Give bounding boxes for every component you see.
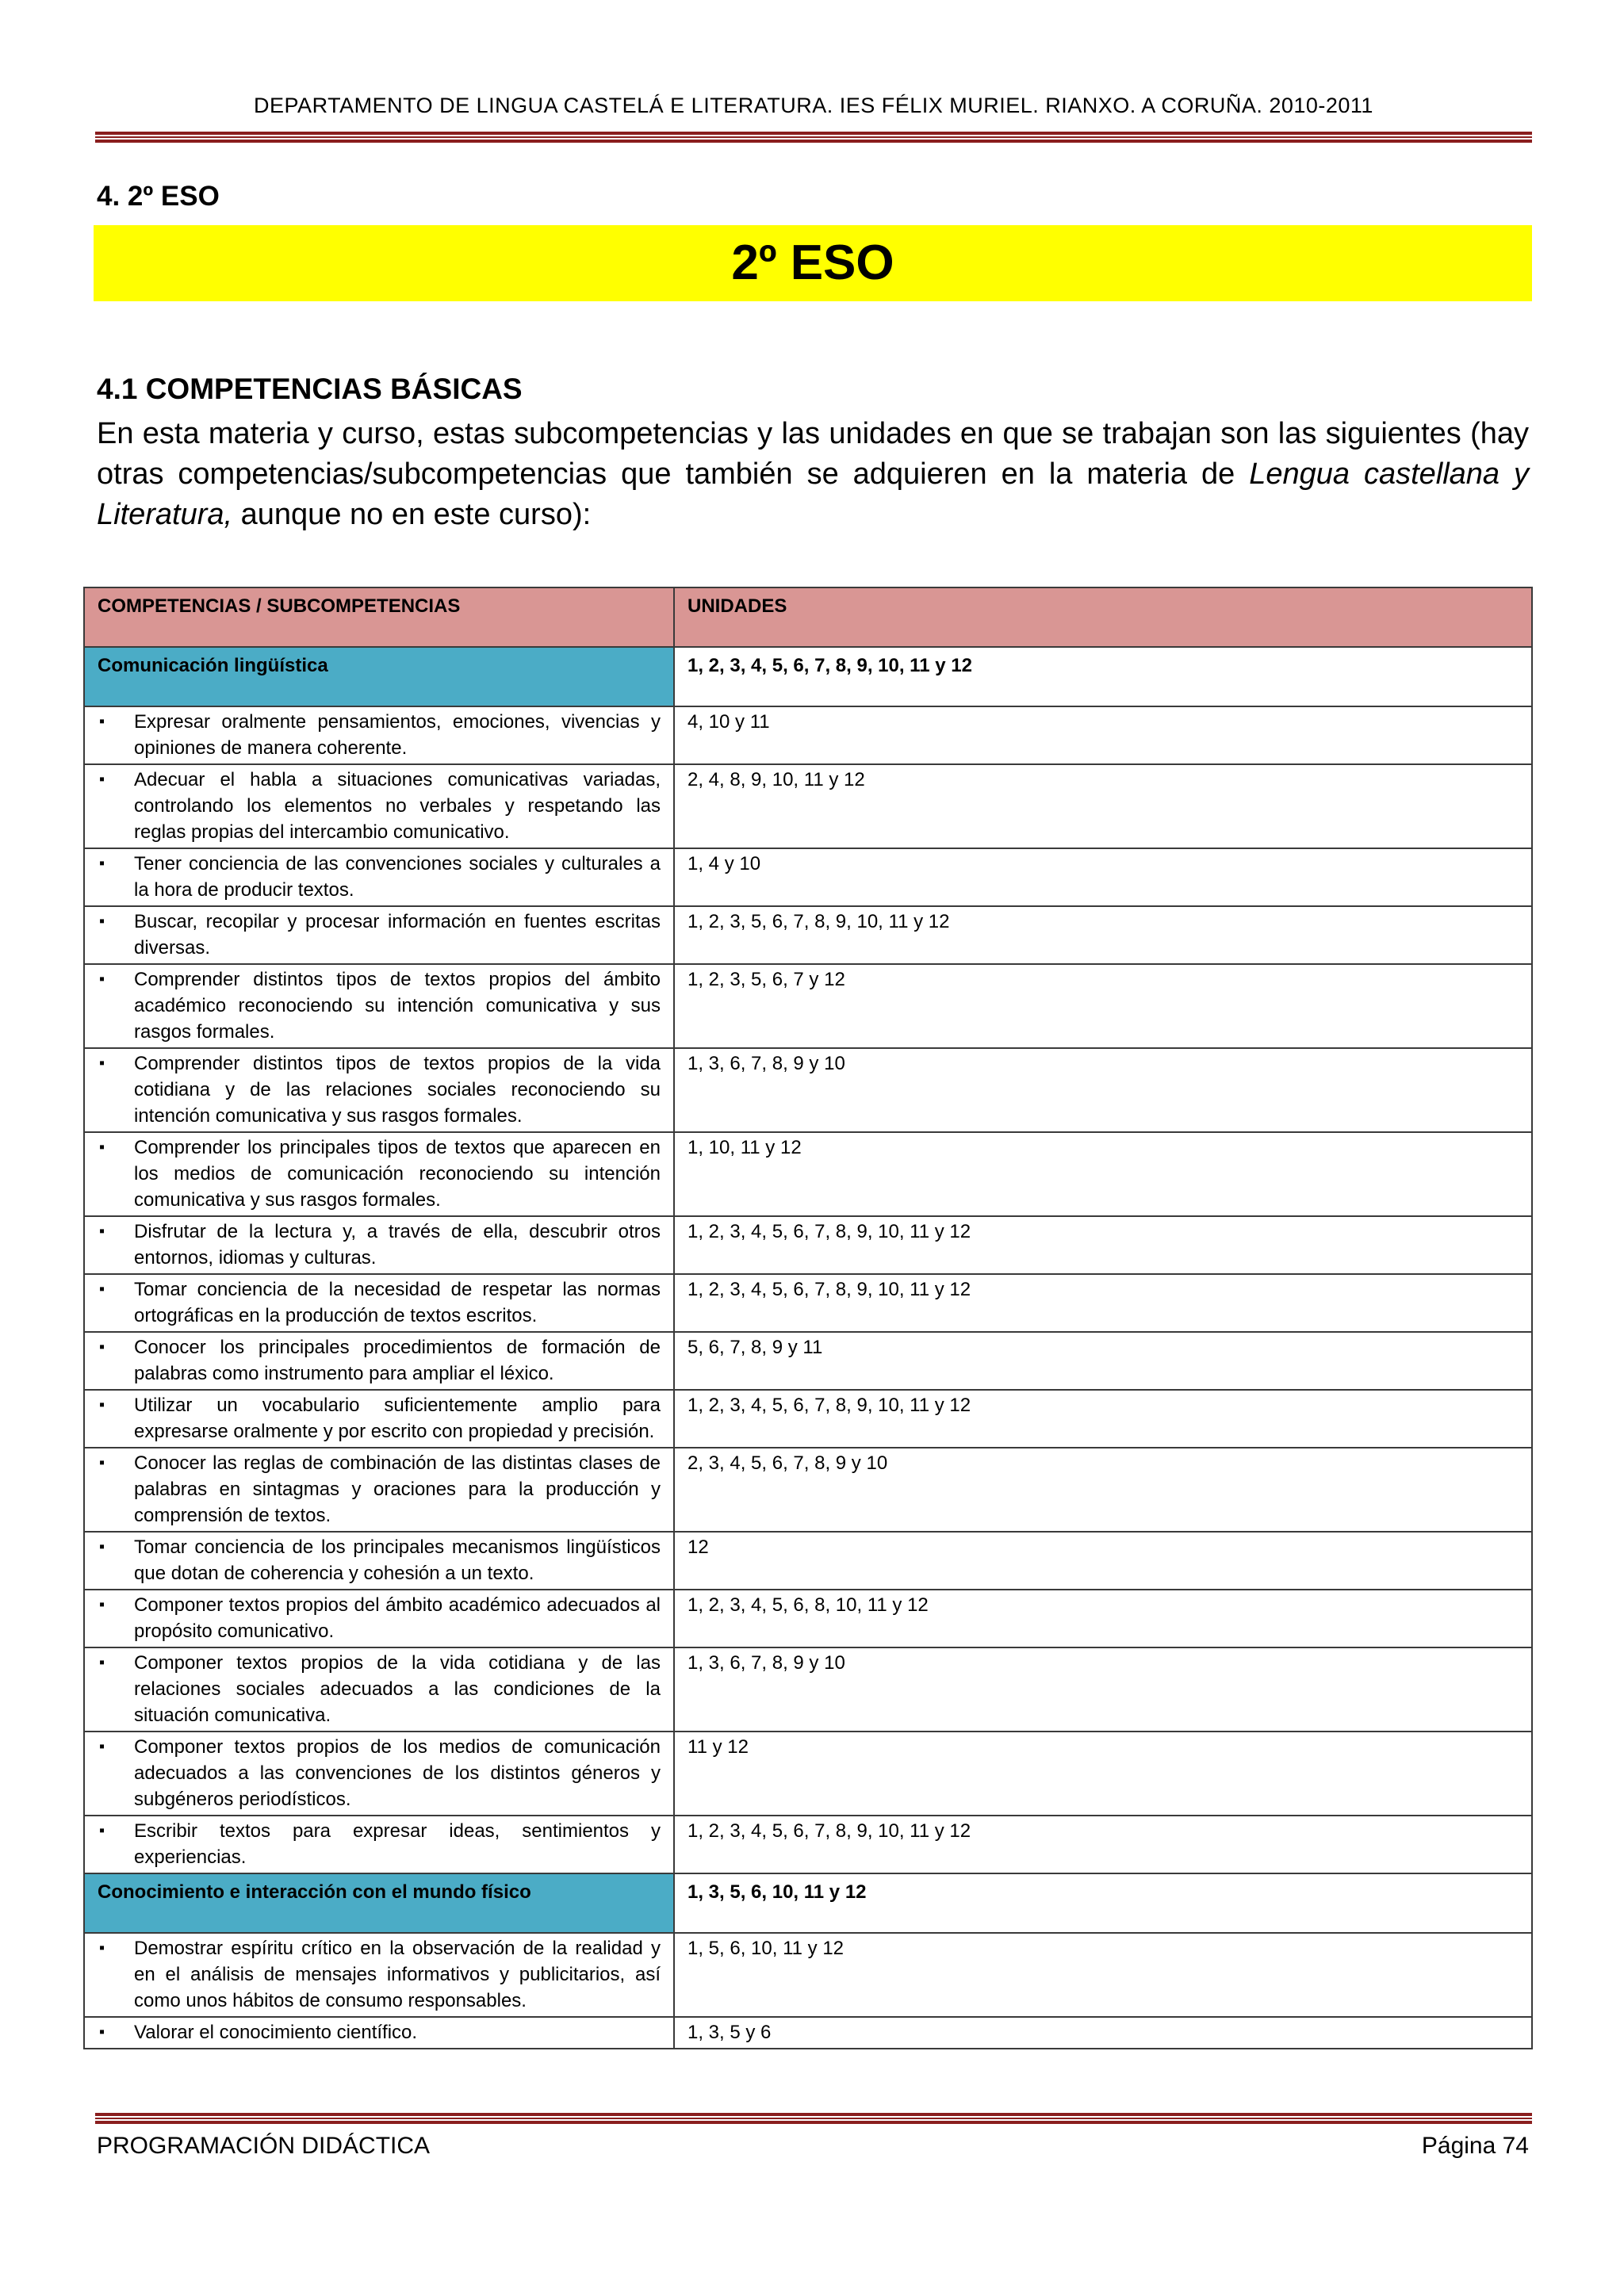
intro-text-1: En esta materia y curso, estas subcompetencias y las unidades en que se trabajan son las siguientes (hay otras competencias/subcompetencias que también se adquieren en la materia de [97, 417, 1529, 491]
subsection-title: 4.1 COMPETENCIAS BÁSICAS [97, 373, 523, 405]
table-row [84, 1647, 1532, 1732]
table-row [84, 1590, 1532, 1647]
header-rule [95, 132, 1532, 143]
table-row [84, 1390, 1532, 1448]
subcompetence-cell [84, 1132, 674, 1216]
table-row [84, 1132, 1532, 1216]
subcompetence-cell [84, 1532, 674, 1590]
table-row [84, 1448, 1532, 1532]
subcompetence-cell [84, 1274, 674, 1332]
competence-group-name: Comunicación lingüística [84, 647, 674, 706]
units-cell: 2, 4, 8, 9, 10, 11 y 12 [674, 764, 1532, 848]
units-cell: 12 [674, 1532, 1532, 1590]
section-title: 4. 2º ESO [97, 181, 220, 212]
units-cell: 1, 3, 5 y 6 [674, 2017, 1532, 2049]
bullet-icon: ▪ [99, 1538, 105, 1556]
subcompetence-cell [84, 848, 674, 906]
subcompetence-cell [84, 1332, 674, 1390]
subcompetence-text: Componer textos propios de los medios de comunicación adecuados a las convenciones de los distintos géneros y subgéneros periodísticos. [134, 1736, 661, 1810]
intro-italic-subject: Lengua castellana y Literatura, [97, 457, 1529, 531]
competencies-table [83, 587, 1533, 2049]
bullet-icon: ▪ [99, 1338, 105, 1356]
bullet-icon: ▪ [99, 1280, 105, 1298]
bullet-icon: ▪ [99, 771, 105, 788]
competence-group-units: 1, 2, 3, 4, 5, 6, 7, 8, 9, 10, 11 y 12 [674, 647, 1532, 706]
subcompetence-text: Tener conciencia de las convenciones sociales y culturales a la hora de producir textos. [134, 853, 661, 901]
subcompetence-text: Demostrar espíritu crítico en la observación de la realidad y en el análisis de mensajes informativos y publicitarios, así como unos hábitos de consumo responsables. [134, 1938, 661, 2011]
header-competencias: COMPETENCIAS / SUBCOMPETENCIAS [84, 587, 674, 647]
units-cell: 1, 2, 3, 4, 5, 6, 7, 8, 9, 10, 11 y 12 [674, 1274, 1532, 1332]
subcompetence-cell [84, 964, 674, 1048]
bullet-icon: ▪ [99, 1939, 105, 1957]
table-row [84, 1532, 1532, 1590]
subcompetence-text: Escribir textos para expresar ideas, sentimientos y experiencias. [134, 1820, 661, 1868]
table-row [84, 1274, 1532, 1332]
units-cell: 1, 3, 6, 7, 8, 9 y 10 [674, 1048, 1532, 1132]
table-header-row [84, 587, 1532, 647]
page-header: DEPARTAMENTO DE LINGUA CASTELÁ E LITERATURA. IES FÉLIX MURIEL. RIANXO. A CORUÑA. 2010-2011 [254, 94, 1373, 117]
units-cell: 1, 5, 6, 10, 11 y 12 [674, 1933, 1532, 2017]
subcompetence-cell [84, 1448, 674, 1532]
bullet-icon: ▪ [99, 1396, 105, 1414]
subcompetence-text: Utilizar un vocabulario suficientemente amplio para expresarse oralmente y por escrito con propiedad y precisión. [134, 1395, 661, 1442]
table-row [84, 1332, 1532, 1390]
subcompetence-cell [84, 1816, 674, 1873]
subcompetence-text: Conocer las reglas de combinación de las distintas clases de palabras en sintagmas y oraciones para la producción y comprensión de textos. [134, 1452, 661, 1526]
units-cell: 2, 3, 4, 5, 6, 7, 8, 9 y 10 [674, 1448, 1532, 1532]
intro-paragraph [97, 414, 1529, 535]
bullet-icon: ▪ [99, 1738, 105, 1755]
course-banner: 2º ESO [94, 225, 1532, 301]
units-cell: 11 y 12 [674, 1732, 1532, 1816]
page-number: Página 74 [1421, 2133, 1529, 2159]
competence-group-row [84, 1873, 1532, 1933]
table-row [84, 764, 1532, 848]
units-cell: 1, 2, 3, 4, 5, 6, 7, 8, 9, 10, 11 y 12 [674, 1216, 1532, 1274]
footer-title: PROGRAMACIÓN DIDÁCTICA [97, 2133, 431, 2159]
units-cell: 4, 10 y 11 [674, 706, 1532, 764]
table-row [84, 964, 1532, 1048]
subcompetence-cell [84, 706, 674, 764]
competencies-table-body [84, 587, 1532, 2049]
subcompetence-cell [84, 1732, 674, 1816]
units-cell: 1, 2, 3, 5, 6, 7, 8, 9, 10, 11 y 12 [674, 906, 1532, 964]
bullet-icon: ▪ [99, 1054, 105, 1072]
table-row [84, 1048, 1532, 1132]
bullet-icon: ▪ [99, 713, 105, 730]
bullet-icon: ▪ [99, 970, 105, 988]
subcompetence-cell [84, 1048, 674, 1132]
units-cell: 5, 6, 7, 8, 9 y 11 [674, 1332, 1532, 1390]
subcompetence-text: Comprender distintos tipos de textos propios del ámbito académico reconociendo su intención comunicativa y sus rasgos formales. [134, 969, 661, 1043]
subcompetence-cell [84, 764, 674, 848]
subcompetence-cell [84, 1647, 674, 1732]
subcompetence-text: Comprender los principales tipos de textos que aparecen en los medios de comunicación reconociendo su intención comunicativa y sus rasgos formales. [134, 1137, 661, 1211]
bullet-icon: ▪ [99, 913, 105, 930]
subcompetence-text: Componer textos propios del ámbito académico adecuados al propósito comunicativo. [134, 1594, 661, 1642]
units-cell: 1, 2, 3, 4, 5, 6, 7, 8, 9, 10, 11 y 12 [674, 1390, 1532, 1448]
units-cell: 1, 4 y 10 [674, 848, 1532, 906]
subcompetence-cell [84, 906, 674, 964]
table-row [84, 1933, 1532, 2017]
header-unidades: UNIDADES [674, 587, 1532, 647]
units-cell: 1, 10, 11 y 12 [674, 1132, 1532, 1216]
units-cell: 1, 2, 3, 4, 5, 6, 8, 10, 11 y 12 [674, 1590, 1532, 1647]
subcompetence-cell [84, 1216, 674, 1274]
bullet-icon: ▪ [99, 1454, 105, 1471]
intro-text-2: aunque no en este curso): [232, 498, 592, 531]
bullet-icon: ▪ [99, 1654, 105, 1671]
subcompetence-text: Expresar oralmente pensamientos, emociones, vivencias y opiniones de manera coherente. [134, 711, 661, 759]
subcompetence-text: Disfrutar de la lectura y, a través de ella, descubrir otros entornos, idiomas y culturas. [134, 1221, 661, 1269]
subcompetence-text: Tomar conciencia de los principales mecanismos lingüísticos que dotan de coherencia y cohesión a un texto. [134, 1536, 661, 1584]
subcompetence-text: Valorar el conocimiento científico. [134, 2022, 418, 2043]
units-cell: 1, 3, 6, 7, 8, 9 y 10 [674, 1647, 1532, 1732]
subcompetence-text: Buscar, recopilar y procesar información en fuentes escritas diversas. [134, 911, 661, 959]
competence-group-name: Conocimiento e interacción con el mundo físico [84, 1873, 674, 1933]
table-row [84, 706, 1532, 764]
table-row [84, 1216, 1532, 1274]
subcompetence-text: Conocer los principales procedimientos de formación de palabras como instrumento para ampliar el léxico. [134, 1337, 661, 1384]
table-row [84, 1816, 1532, 1873]
bullet-icon: ▪ [99, 2023, 105, 2041]
units-cell: 1, 2, 3, 5, 6, 7 y 12 [674, 964, 1532, 1048]
bullet-icon: ▪ [99, 1822, 105, 1839]
table-row [84, 1732, 1532, 1816]
units-cell: 1, 2, 3, 4, 5, 6, 7, 8, 9, 10, 11 y 12 [674, 1816, 1532, 1873]
table-row [84, 848, 1532, 906]
table-row [84, 2017, 1532, 2049]
subcompetence-cell [84, 1390, 674, 1448]
subcompetence-text: Comprender distintos tipos de textos propios de la vida cotidiana y de las relaciones sociales reconociendo su intención comunicativa y sus rasgos formales. [134, 1053, 661, 1127]
subcompetence-text: Componer textos propios de la vida cotidiana y de las relaciones sociales adecuados a las condiciones de la situación comunicativa. [134, 1652, 661, 1726]
competence-group-row [84, 647, 1532, 706]
table-row [84, 906, 1532, 964]
footer-rule [95, 2113, 1532, 2124]
subcompetence-cell [84, 1590, 674, 1647]
subcompetence-text: Adecuar el habla a situaciones comunicativas variadas, controlando los elementos no verbales y respetando las reglas propias del intercambio comunicativo. [134, 769, 661, 843]
subcompetence-cell [84, 2017, 674, 2049]
competence-group-units: 1, 3, 5, 6, 10, 11 y 12 [674, 1873, 1532, 1933]
bullet-icon: ▪ [99, 1138, 105, 1156]
bullet-icon: ▪ [99, 1223, 105, 1240]
subcompetence-cell [84, 1933, 674, 2017]
subcompetence-text: Tomar conciencia de la necesidad de respetar las normas ortográficas en la producción de textos escritos. [134, 1279, 661, 1326]
bullet-icon: ▪ [99, 855, 105, 872]
bullet-icon: ▪ [99, 1596, 105, 1613]
